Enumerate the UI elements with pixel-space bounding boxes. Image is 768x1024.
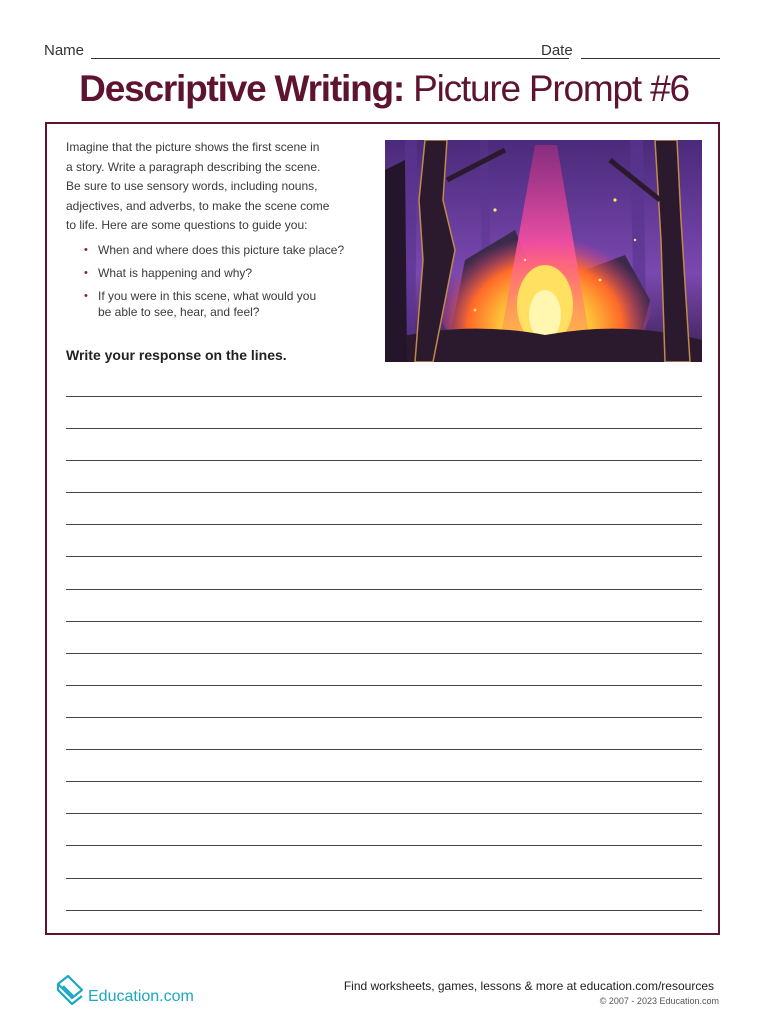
prompt-line: a story. Write a paragraph describing the scene. xyxy=(66,159,321,174)
date-label: Date xyxy=(541,42,573,59)
name-field[interactable] xyxy=(91,58,569,59)
bullet-icon: • xyxy=(84,290,88,302)
response-line[interactable] xyxy=(66,685,702,686)
response-line[interactable] xyxy=(66,653,702,654)
question-item: • What is happening and why? xyxy=(84,266,253,280)
bullet-icon: • xyxy=(84,267,88,279)
title-bold: Descriptive Writing: xyxy=(79,68,404,109)
scene-illustration xyxy=(385,140,702,362)
prompt-line: adjectives, and adverbs, to make the scene come xyxy=(66,198,330,213)
footer-copyright: © 2007 - 2023 Education.com xyxy=(599,996,719,1006)
prompt-line: to life. Here are some questions to guide you: xyxy=(66,218,308,232)
education-brand-text[interactable]: Education.com xyxy=(88,988,194,1005)
name-label: Name xyxy=(44,42,85,59)
question-item: • When and where does this picture take place? xyxy=(84,243,345,257)
response-line[interactable] xyxy=(66,556,702,557)
prompt-line: Imagine that the picture shows the first scene in xyxy=(66,140,320,154)
education-logo-icon[interactable] xyxy=(54,972,86,1008)
guiding-questions xyxy=(84,242,374,327)
date-field[interactable] xyxy=(581,58,720,59)
response-line[interactable] xyxy=(66,589,702,590)
header-row xyxy=(44,42,720,64)
response-line[interactable] xyxy=(66,396,702,397)
response-line[interactable] xyxy=(66,717,702,718)
bullet-icon: • xyxy=(84,244,88,256)
response-line[interactable] xyxy=(66,460,702,461)
response-line[interactable] xyxy=(66,878,702,879)
response-line[interactable] xyxy=(66,910,702,911)
response-line[interactable] xyxy=(66,749,702,750)
response-line[interactable] xyxy=(66,621,702,622)
response-line[interactable] xyxy=(66,492,702,493)
response-instruction: Write your response on the lines. xyxy=(66,347,287,363)
footer-tagline[interactable]: Find worksheets, games, lessons & more at education.com/resources xyxy=(343,979,714,993)
prompt-intro xyxy=(66,138,356,236)
response-line[interactable] xyxy=(66,524,702,525)
response-line[interactable] xyxy=(66,813,702,814)
page-title xyxy=(0,68,768,110)
question-item: • If you were in this scene, what would you be able to see, hear, and feel? xyxy=(84,289,317,319)
response-line[interactable] xyxy=(66,781,702,782)
response-line[interactable] xyxy=(66,428,702,429)
prompt-line: Be sure to use sensory words, including nouns, xyxy=(66,179,318,193)
title-light: Picture Prompt #6 xyxy=(413,68,689,109)
response-line[interactable] xyxy=(66,845,702,846)
